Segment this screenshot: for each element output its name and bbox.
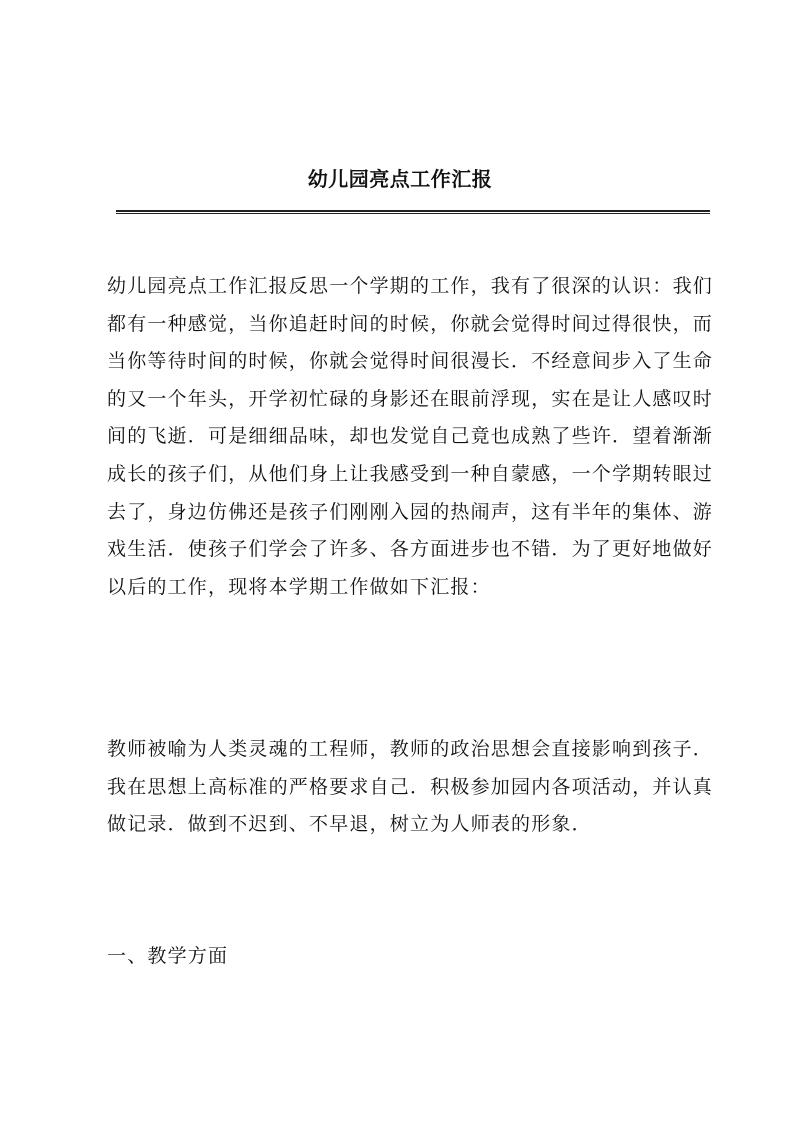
section-heading-teaching: 一、教学方面 (107, 945, 229, 967)
paragraph-teacher-ethics: 教师被喻为人类灵魂的工程师，教师的政治思想会直接影响到孩子．我在思想上高标准的严格要求自己．积极参加园内各项活动，并认真做记录．做到不迟到、不早退，树立为人师表的形象． (107, 738, 714, 836)
title-divider (116, 210, 710, 214)
document-title: 幼儿园亮点工作汇报 (307, 167, 493, 191)
paragraph-intro: 幼儿园亮点工作汇报反思一个学期的工作，我有了很深的认识：我们都有一种感觉，当你追赶时间的时候，你就会觉得时间过得很快，而当你等待时间的时候，你就会觉得时间很漫长．不经意间步入了生命的又一个年头，开学初忙碌的身影还在眼前浮现，实在是让人感叹时间的飞逝．可是细细品味，却也发觉自己竟也成熟了些许．望着渐渐成长的孩子们，从他们身上让我感受到一种自蒙感，一个学期转眼过去了，身边仿佛还是孩子们刚刚入园的热闹声，这有半年的集体、游戏生活．使孩子们学会了许多、各方面进步也不错．为了更好地做好以后的工作，现将本学期工作做如下汇报： (107, 275, 714, 598)
